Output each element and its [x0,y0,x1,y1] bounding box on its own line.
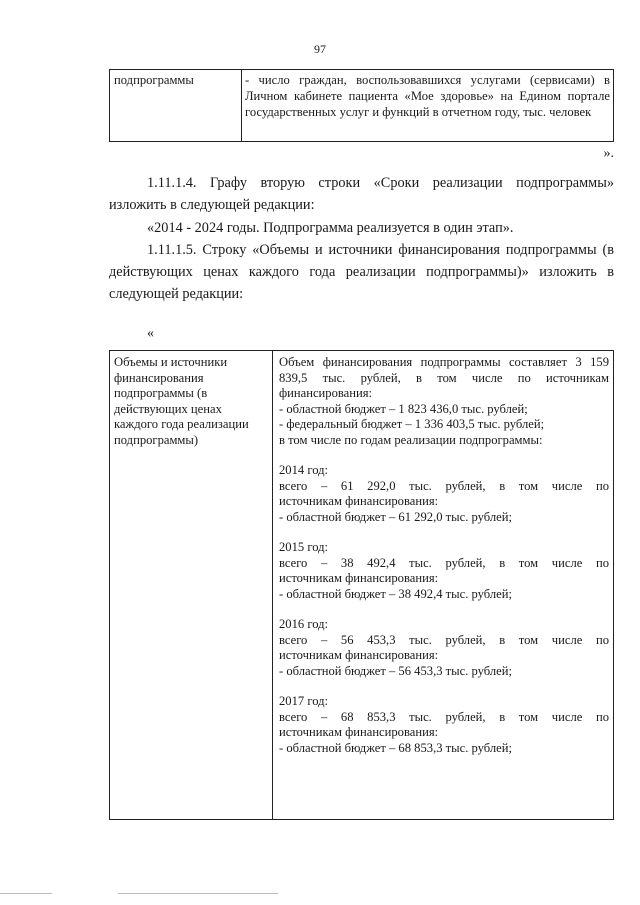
table-row [110,70,614,142]
paragraph-1-11-1-5: 1.11.1.5. Строку «Объемы и источники финансирования подпрограммы (в действующих ценах каждого года реализации подпрограммы)» изложить в следующей редакции: [109,242,614,302]
year-sources: источникам финансирования: [279,571,439,585]
year-regional-budget: - областной бюджет – 56 453,3 тыс. рублей; [279,663,512,678]
year-total: всего – 56 453,3 тыс. рублей, в том числе по [279,632,609,647]
funding-table-right-cell [273,351,614,820]
funding-intro: Объем финансирования подпрограммы составляет 3 159 839,5 тыс. рублей, в том числе по источникам финансирования: [279,355,609,400]
year-label: 2017 год: [279,694,329,708]
regional-budget-total: - областной бюджет – 1 823 436,0 тыс. рублей; [279,401,528,416]
closing-quote: ». [603,146,614,161]
opening-quote: « [147,326,154,341]
top-table-right-cell: - число граждан, воспользовавшихся услугами (сервисами) в Личном кабинете пациента «Мое здоровье» на Едином портале государственных услуг и функций в отчетном году, тыс. человек [242,70,614,142]
paragraph-dates: «2014 - 2024 годы. Подпрограмма реализуется в один этап». [147,220,514,236]
year-label: 2014 год: [279,463,329,477]
paragraph-1-11-1-4: 1.11.1.4. Графу вторую строки «Сроки реализации подпрограммы» изложить в следующей редакции: [109,175,614,213]
year-sources: источникам финансирования: [279,725,439,739]
page-number: 97 [314,42,326,56]
year-regional-budget: - областной бюджет – 68 853,3 тыс. рублей; [279,740,512,755]
top-table-left-cell: подпрограммы [110,70,242,142]
year-regional-budget: - областной бюджет – 38 492,4 тыс. рублей; [279,586,512,601]
year-regional-budget: - областной бюджет – 61 292,0 тыс. рублей; [279,509,512,524]
year-label: 2016 год: [279,617,329,631]
year-sources: источникам финансирования: [279,648,439,662]
funding-table-left-cell: Объемы и источники финансирования подпрограммы (в действующих ценах каждого года реализации подпрограммы) [110,351,273,820]
top-table [109,69,614,142]
footer-rule-left [0,893,52,894]
year-total: всего – 38 492,4 тыс. рублей, в том числе по [279,555,609,570]
year-total: всего – 68 853,3 тыс. рублей, в том числе по [279,709,609,724]
year-total: всего – 61 292,0 тыс. рублей, в том числе по [279,478,609,493]
footer-rule-right [118,893,278,894]
federal-budget-total: - федеральный бюджет – 1 336 403,5 тыс. рублей; [279,417,545,431]
funding-table [109,350,614,820]
by-years-heading: в том числе по годам реализации подпрограммы: [279,432,543,447]
year-label: 2015 год: [279,540,329,554]
table-row [110,351,614,820]
year-sources: источникам финансирования: [279,494,439,508]
